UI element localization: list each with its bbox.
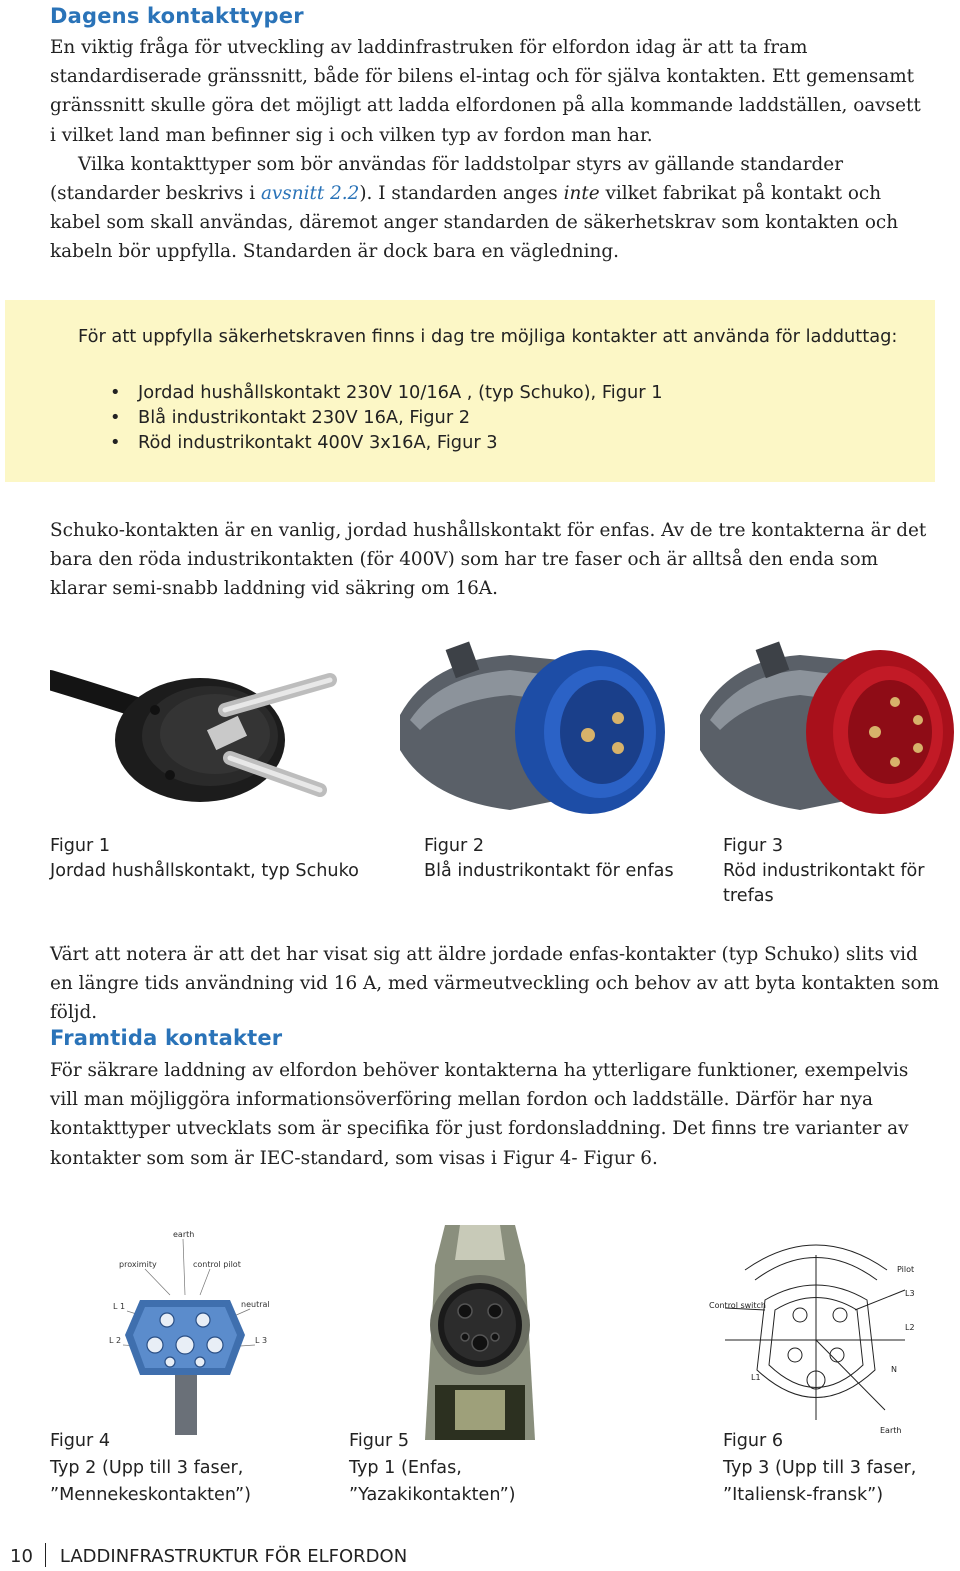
section-link[interactable]: avsnitt 2.2 [260,183,360,205]
svg-text:L1: L1 [751,1373,761,1382]
intro-paragraph-1: En viktig fråga för utveckling av laddinfrastruken för elfordon idag är att ta fram standardiserade gränssnitt, både för bilens el-intag och för själva kontakten. Ett gemensamt gränssnitt skulle göra det möjligt att ladda elfordonen på alla kommande laddställen, oavsett i vilket land man befinner sig i och vilken typ av fordon man har. [50,37,921,146]
svg-text:L 3: L 3 [255,1336,268,1345]
intro-paragraph-2: Vilka kontakttyper som bör användas för laddstolpar styrs av gällande standarder (standarder beskrivs i avsnitt 2.2). I standarden anges inte vilket fabrikat på kontakt och kabel som skall användas, däremot anger standarden de säkerhetskrav som kontakten och kabeln bör uppfylla. Standarden är dock bara en vägledning. [50,153,899,263]
page-number: 10 [10,1546,33,1567]
figure-3-caption: Figur 3 Röd industrikontakt för trefas [723,836,925,906]
svg-text:earth: earth [173,1230,195,1239]
callout-item: • Blå industrikontakt 230V 16A, Figur 2 [110,405,663,430]
figure-3-red-plug-image [690,640,960,825]
page-footer [10,1543,407,1567]
intro-text [50,33,930,267]
callout-list [110,380,663,455]
figure-5-type1-connector-image [405,1225,555,1440]
svg-text:L2: L2 [905,1323,915,1332]
schuko-paragraph: Schuko-kontakten är en vanlig, jordad hushållskontakt för enfas. Av de tre kontakterna är det bara den röda industrikontakten (för 400V) som har tre faser och är alltså den enda som klarar semi-snabb laddning vid säkring om 16A. [50,520,927,600]
section-heading-future-connectors: Framtida kontakter [50,1026,283,1050]
svg-text:L 1: L 1 [113,1302,126,1311]
callout-lead: För att uppfylla säkerhetskraven finns i dag tre möjliga kontakter att använda för ladduttag: [78,326,898,347]
svg-text:Earth: Earth [880,1426,902,1435]
figure-2-caption: Figur 2 Blå industrikontakt för enfas [424,836,674,881]
svg-text:N: N [891,1365,897,1374]
future-paragraph: För säkrare laddning av elfordon behöver kontakterna ha ytterligare funktioner, exempelvis vill man möjliggöra informationsöverföring mellan fordon och laddställe. Därför har nya kontakttyper utvecklats som är specifika för just fordonsladdning. Det finns tre varianter av kontakter som som är IEC-standard, som visas i Figur 4- Figur 6. [50,1060,909,1169]
figure-1-caption: Figur 1 Jordad hushållskontakt, typ Schuko [50,836,359,881]
svg-text:L3: L3 [905,1289,915,1298]
figure-5-caption: Figur 5 Typ 1 (Enfas, ”Yazakikontakten”) [349,1431,516,1505]
callout-item: • Jordad hushållskontakt 230V 10/16A , (typ Schuko), Figur 1 [110,380,663,405]
figure-4-type2-connector-image [105,1225,285,1435]
figure-4-caption: Figur 4 Typ 2 (Upp till 3 faser, ”Mennekeskontakten”) [50,1431,252,1505]
wear-note-paragraph: Värt att notera är att det har visat sig att äldre jordade enfas-kontakter (typ Schuko) slits vid en längre tids användning vid 16 A, med värmeutveckling och behov av att byta kontakten som följd. [50,944,940,1024]
footer-divider [45,1543,46,1567]
svg-text:control pilot: control pilot [193,1260,241,1269]
svg-text:Pilot: Pilot [897,1265,915,1274]
figure-6-caption: Figur 6 Typ 3 (Upp till 3 faser, ”Italiensk-fransk”) [723,1431,917,1505]
callout-item: • Röd industrikontakt 400V 3x16A, Figur 3 [110,430,663,455]
svg-text:neutral: neutral [241,1300,270,1309]
svg-text:proximity: proximity [119,1260,157,1269]
svg-text:L 2: L 2 [109,1336,122,1345]
svg-text:Control switch: Control switch [709,1301,766,1310]
figure-2-blue-plug-image [390,640,680,825]
section-heading-current-connectors: Dagens kontakttyper [50,4,304,28]
figure-1-schuko-plug-image [50,640,342,808]
figure-6-type3-connector-image [705,1230,927,1440]
running-title: LADDINFRASTRUKTUR FÖR ELFORDON [59,1546,408,1567]
